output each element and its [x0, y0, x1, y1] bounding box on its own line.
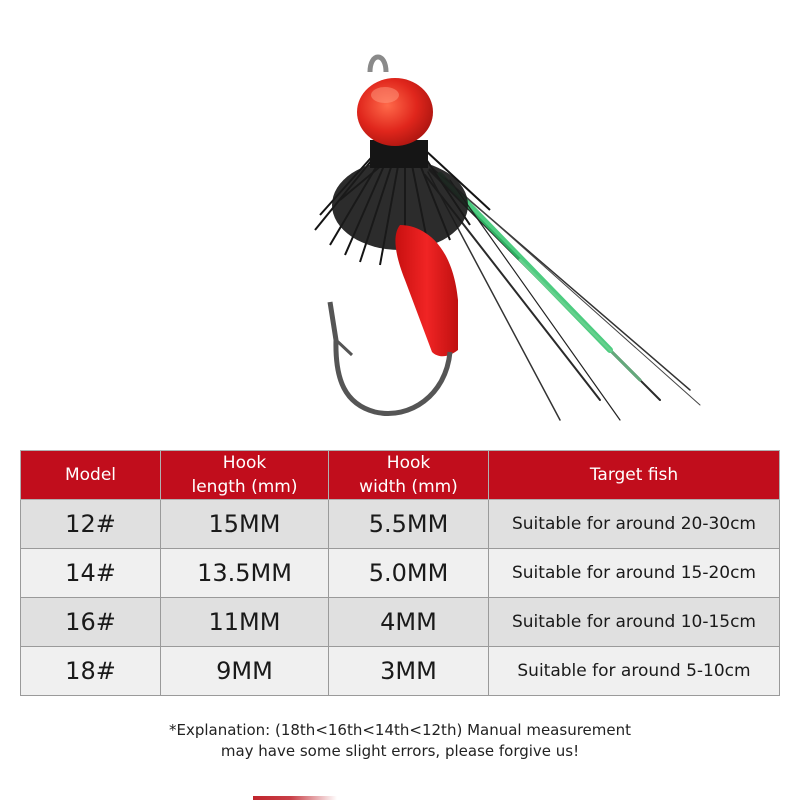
model-cell: 16#	[21, 598, 161, 647]
hook-spec-table	[20, 450, 780, 696]
decorative-red-bar	[253, 796, 337, 800]
footnote-line-2: may have some slight errors, please forgive us!	[220, 742, 580, 760]
column-header-target-fish: Target fish	[489, 451, 780, 500]
table-row	[21, 549, 780, 598]
length-cell: 11MM	[161, 598, 329, 647]
target-fish-cell: Suitable for around 5-10cm	[489, 647, 780, 696]
footnote-line-1: *Explanation: (18th<16th<14th<12th) Manual measurement	[169, 721, 631, 739]
red-body	[395, 225, 458, 356]
target-fish-cell: Suitable for around 10-15cm	[489, 598, 780, 647]
column-header-hook-length: Hook length (mm)	[161, 451, 329, 500]
width-cell: 4MM	[329, 598, 489, 647]
red-bead	[357, 78, 433, 146]
width-cell: 5.0MM	[329, 549, 489, 598]
hook-eye-icon	[370, 57, 386, 72]
table-row	[21, 598, 780, 647]
measurement-footnote	[0, 720, 800, 762]
table-header-row	[21, 451, 780, 500]
length-cell: 15MM	[161, 500, 329, 549]
target-fish-cell: Suitable for around 15-20cm	[489, 549, 780, 598]
table-row	[21, 647, 780, 696]
column-header-hook-width: Hook width (mm)	[329, 451, 489, 500]
model-cell: 14#	[21, 549, 161, 598]
width-cell: 5.5MM	[329, 500, 489, 549]
length-cell: 9MM	[161, 647, 329, 696]
table-row	[21, 500, 780, 549]
column-header-model: Model	[21, 451, 161, 500]
width-cell: 3MM	[329, 647, 489, 696]
model-cell: 12#	[21, 500, 161, 549]
model-cell: 18#	[21, 647, 161, 696]
target-fish-cell: Suitable for around 20-30cm	[489, 500, 780, 549]
length-cell: 13.5MM	[161, 549, 329, 598]
